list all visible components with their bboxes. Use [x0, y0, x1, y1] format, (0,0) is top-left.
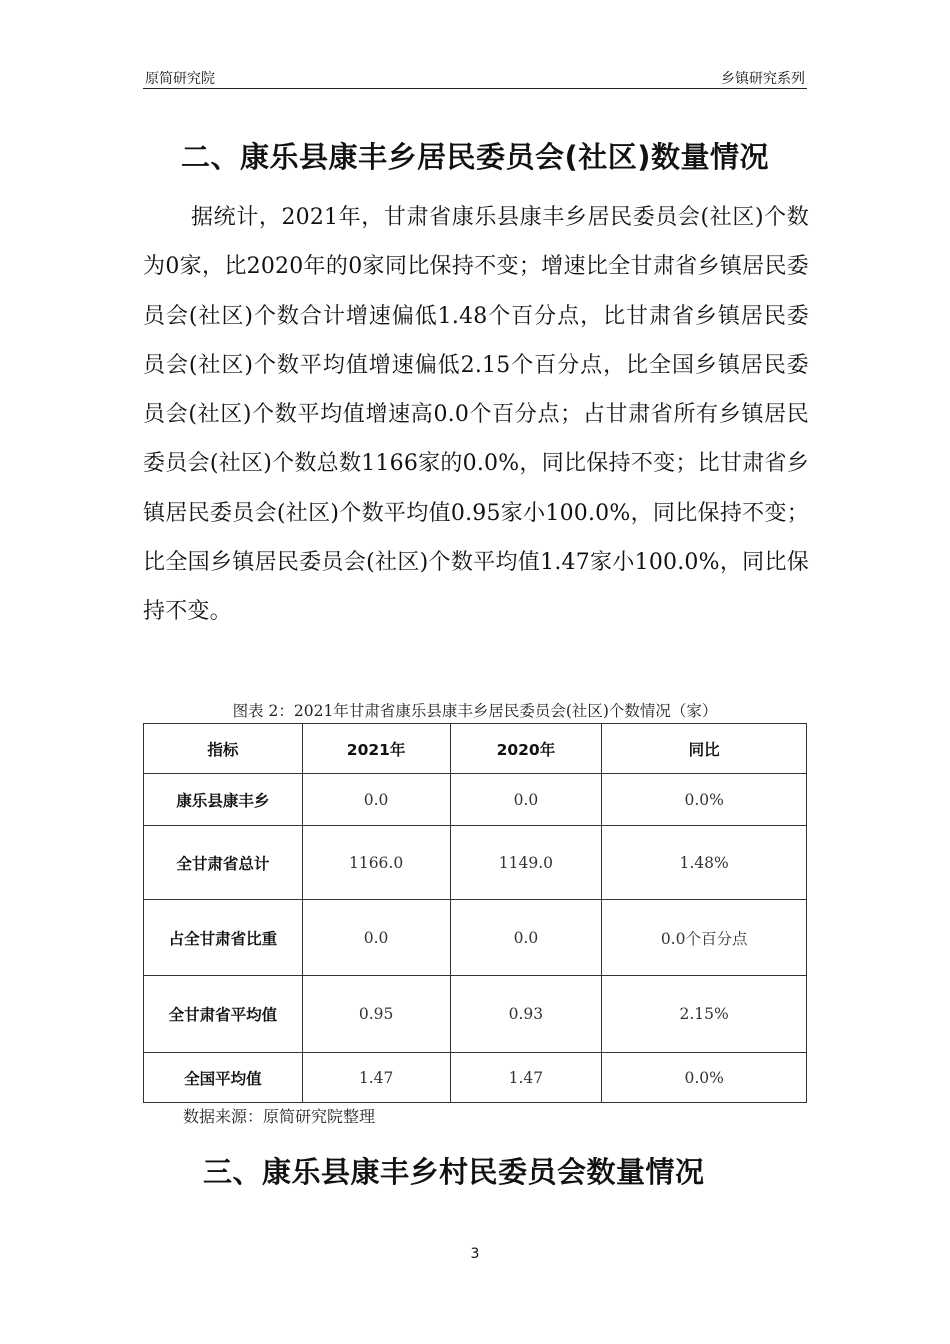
- cell-yoy: 2.15%: [602, 976, 807, 1053]
- row-label: 占全甘肃省比重: [144, 900, 303, 976]
- table-header-cell: 指标: [144, 724, 303, 774]
- cell-2020: 0.93: [450, 976, 602, 1053]
- section-3-title: 三、康乐县康丰乡村民委员会数量情况: [203, 1155, 705, 1189]
- body-paragraph: 据统计，2021年，甘肃省康乐县康丰乡居民委员会(社区)个数为0家，比2020年的0家同比保持不变；增速比全甘肃省乡镇居民委员会(社区)个数合计增速偏低1.48个百分点，比甘肃省乡镇居民委员会(社区)个数平均值增速偏低2.15个百分点，比全国乡镇居民委员会(社区)个数平均值增速高0.0个百分点；占甘肃省所有乡镇居民委员会(社区)个数总数1166家的0.0%，同比保持不变；比甘肃省乡镇居民委员会(社区)个数平均值0.95家小100.0%，同比保持不变；比全国乡镇居民委员会(社区)个数平均值1.47家小100.0%，同比保持不变。: [143, 205, 809, 625]
- table-header-cell: 同比: [602, 724, 807, 774]
- cell-yoy: 0.0%: [602, 1053, 807, 1103]
- cell-yoy: 0.0个百分点: [602, 900, 807, 976]
- page-header: [143, 66, 807, 89]
- table-row: [144, 826, 807, 900]
- cell-2020: 0.0: [450, 774, 602, 826]
- row-label: 全国平均值: [144, 1053, 303, 1103]
- cell-2021: 1.47: [302, 1053, 450, 1103]
- cell-2021: 1166.0: [302, 826, 450, 900]
- cell-2021: 0.95: [302, 976, 450, 1053]
- table-row: [144, 1053, 807, 1103]
- cell-yoy: 0.0%: [602, 774, 807, 826]
- row-label: 全甘肃省总计: [144, 826, 303, 900]
- row-label: 康乐县康丰乡: [144, 774, 303, 826]
- table-caption: 图表 2：2021年甘肃省康乐县康丰乡居民委员会(社区)个数情况（家）: [232, 702, 718, 720]
- table-header-cell: 2021年: [302, 724, 450, 774]
- data-source-note: 数据来源：原简研究院整理: [183, 1107, 376, 1126]
- data-table: [143, 723, 807, 1103]
- cell-2021: 0.0: [302, 900, 450, 976]
- header-left-text: 原简研究院: [145, 71, 215, 87]
- table-header-cell: 2020年: [450, 724, 602, 774]
- section-2-title: 二、康乐县康丰乡居民委员会(社区)数量情况: [180, 140, 769, 174]
- cell-2020: 1.47: [450, 1053, 602, 1103]
- page-number: 3: [470, 1246, 480, 1262]
- row-label: 全甘肃省平均值: [144, 976, 303, 1053]
- cell-2020: 0.0: [450, 900, 602, 976]
- cell-2021: 0.0: [302, 774, 450, 826]
- table-row: [144, 976, 807, 1053]
- cell-2020: 1149.0: [450, 826, 602, 900]
- header-right-text: 乡镇研究系列: [721, 71, 805, 87]
- table-row: [144, 900, 807, 976]
- table-header-row: [144, 724, 807, 774]
- table-row: [144, 774, 807, 826]
- cell-yoy: 1.48%: [602, 826, 807, 900]
